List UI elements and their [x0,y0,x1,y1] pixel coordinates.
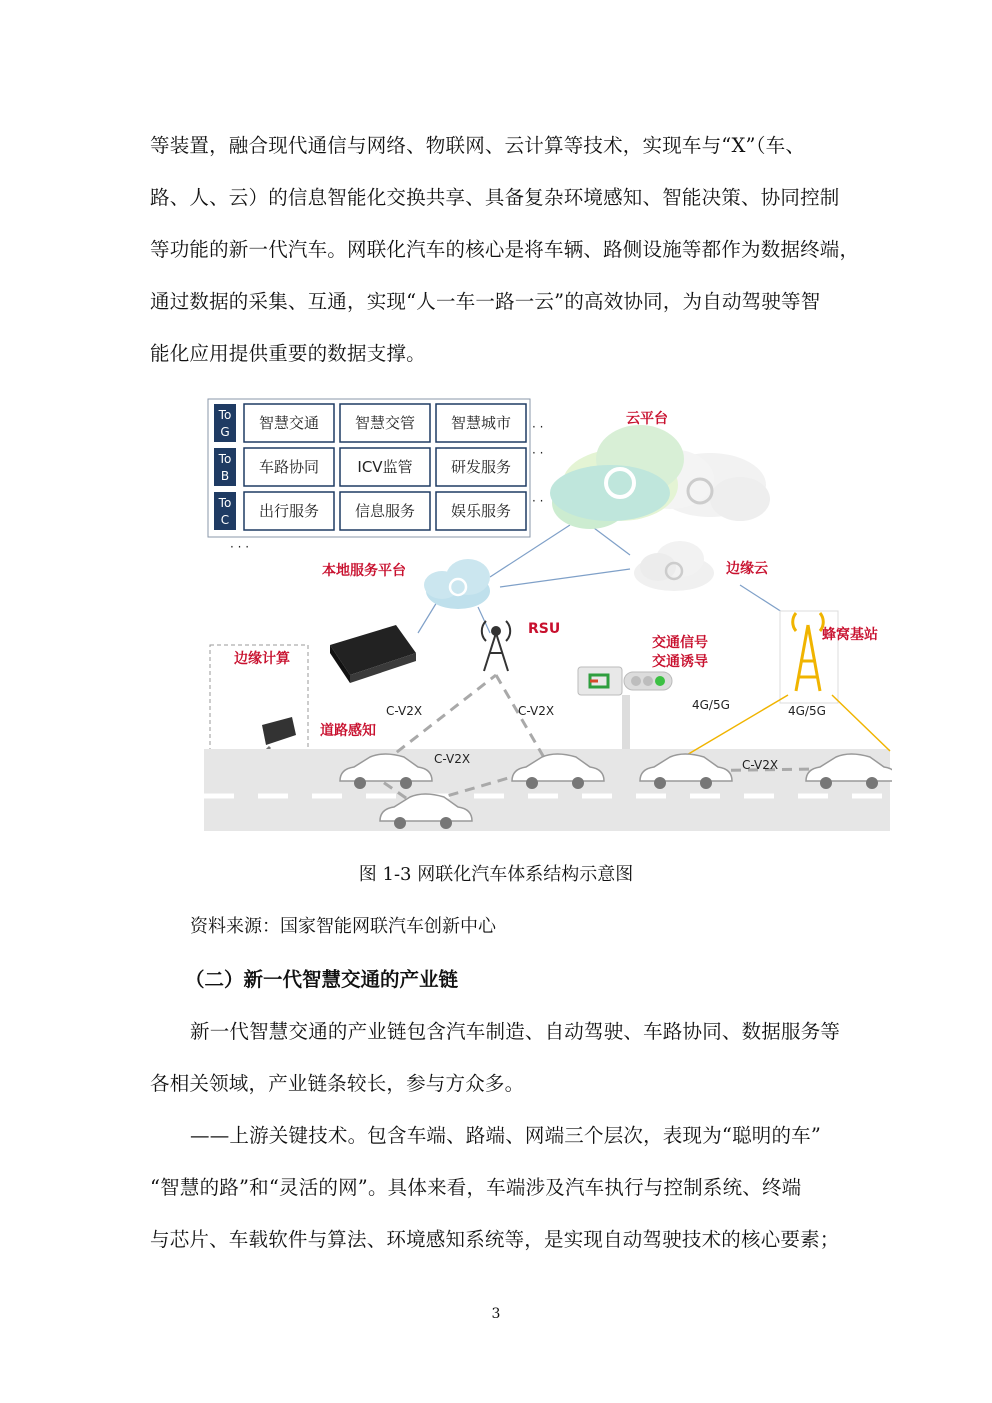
section-heading: （二）新一代智慧交通的产业链 [185,968,459,991]
grid-cell [436,404,526,442]
cv2x-label: C-V2X [518,704,555,718]
text-line: 能化应用提供重要的数据支撑。 [150,342,426,365]
network-label: 4G/5G [692,698,730,712]
svg-text:To: To [218,408,232,422]
grid-cell [340,492,430,530]
architecture-figure [200,395,892,835]
base-station-label: 蜂窝基站 [822,627,878,643]
traffic-guide-label: 交通诱导 [652,654,708,670]
rsu-label: RSU [528,621,561,637]
svg-text:智慧城市: 智慧城市 [450,414,512,432]
traffic-signal-icon [578,667,672,757]
figure-source: 资料来源：国家智能网联汽车创新中心 [190,916,496,937]
grid-cell [436,448,526,486]
svg-text:C: C [220,513,230,527]
svg-text:智慧交管: 智慧交管 [354,414,416,432]
text-line: 等装置，融合现代通信与网络、物联网、云计算等技术，实现车与“X”（车、 [150,134,806,157]
cv2x-label: C-V2X [434,752,471,766]
svg-text:娱乐服务: 娱乐服务 [450,502,512,520]
tag-toc [214,492,236,530]
grid-cell [244,492,334,530]
text-line: 各相关领域，产业链条较长，参与方众多。 [150,1072,525,1095]
text-line: ——上游关键技术。包含车端、路端、网端三个层次，表现为“聪明的车” [190,1124,822,1147]
text-line: 新一代智慧交通的产业链包含汽车制造、自动驾驶、车路协同、数据服务等 [190,1020,841,1043]
row-ellipsis: · · [532,446,544,460]
edge-server-icon [330,625,416,683]
text-line: “智慧的路”和“灵活的网”。具体来看，车端涉及汽车执行与控制系统、终端 [150,1176,802,1199]
figure-caption: 图 1-3 网联化汽车体系结构示意图 [358,864,634,885]
grid-cell [244,448,334,486]
traffic-signal-label: 交通信号 [652,635,708,651]
text-line: 通过数据的采集、互通，实现“人一车一路一云”的高效协同，为自动驾驶等智 [150,290,821,313]
text-line: 与芯片、车载软件与算法、环境感知系统等，是实现自动驾驶技术的核心要素； [150,1228,840,1251]
row-ellipsis: · · [532,494,544,508]
cv2x-label: C-V2X [386,704,423,718]
body-paragraph-1 [150,1006,842,1110]
text-line: 路、人、云）的信息智能化交换共享、具备复杂环境感知、智能决策、协同控制 [150,186,840,209]
road-sensing-label: 道路感知 [320,723,376,739]
svg-text:To: To [218,452,232,466]
cloud-platform-label: 云平台 [626,411,668,427]
body-paragraph-2 [150,1110,842,1266]
text-line: 等功能的新一代汽车。网联化汽车的核心是将车辆、路侧设施等都作为数据终端， [150,238,860,261]
cv2x-label: C-V2X [742,758,779,772]
svg-text:信息服务: 信息服务 [354,502,416,520]
svg-text:G: G [220,425,230,439]
base-station-frame [780,611,838,703]
svg-text:To: To [218,496,232,510]
page-number: 3 [491,1306,501,1322]
row-ellipsis: · · [532,420,544,434]
local-platform-cloud-icon [424,559,490,609]
grid-cell [436,492,526,530]
tag-tob [214,448,236,486]
svg-text:出行服务: 出行服务 [258,502,320,520]
svg-text:B: B [220,469,230,483]
network-label: 4G/5G [788,704,826,718]
svg-text:智慧交通: 智慧交通 [258,414,320,432]
svg-text:ICV监管: ICV监管 [357,458,413,476]
grid-cell [340,448,430,486]
edge-cloud-label: 边缘云 [726,561,768,577]
svg-text:车路协同: 车路协同 [258,458,320,476]
body-paragraph-top [150,120,860,380]
edge-compute-label: 边缘计算 [234,651,290,667]
edge-cloud-icon [634,541,714,591]
local-platform-label: 本地服务平台 [322,563,406,579]
rsu-tower-icon [482,621,510,671]
bottom-ellipsis: · · · [230,540,250,554]
cloud-platform-icon [550,425,770,529]
tag-tog [214,404,236,442]
grid-cell [340,404,430,442]
svg-text:研发服务: 研发服务 [450,458,512,476]
grid-cell [244,404,334,442]
